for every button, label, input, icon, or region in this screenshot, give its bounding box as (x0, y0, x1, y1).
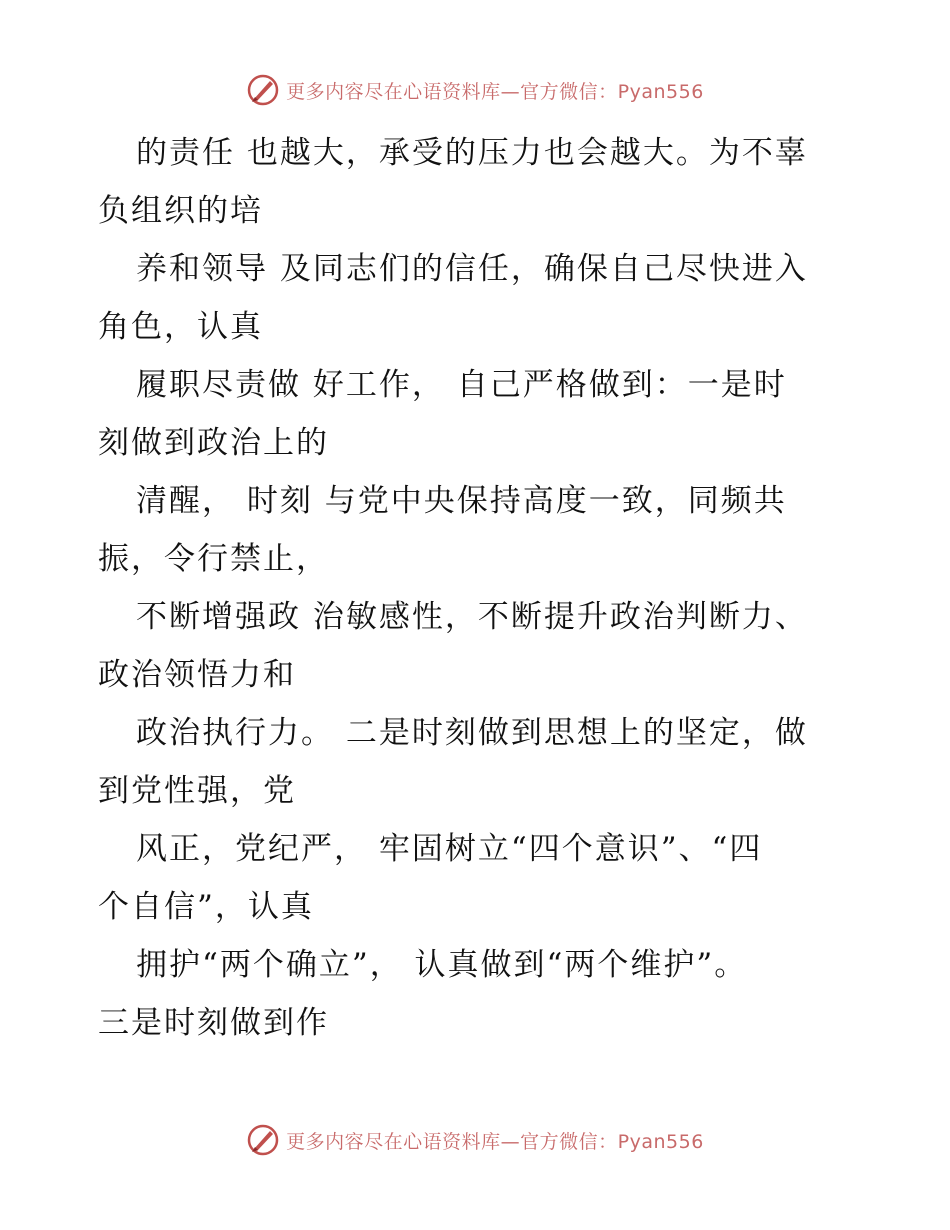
paragraph (98, 704, 838, 820)
paragraph (98, 240, 838, 356)
header-watermark-text: 更多内容尽在心语资料库—官方微信：Pyan556 (286, 80, 704, 103)
footer-watermark-text: 更多内容尽在心语资料库—官方微信：Pyan556 (286, 1130, 704, 1153)
paragraph (98, 588, 838, 704)
quill-pen-logo-icon (246, 73, 280, 107)
paragraph (98, 820, 838, 936)
paragraph-line: 个自信”，认真 (98, 889, 314, 925)
paragraph-line: 的责任 也越大，承受的压力也会越大。为不辜 (136, 135, 808, 171)
paragraph-line: 负组织的培 (98, 193, 263, 229)
paragraph-line: 拥护“两个确立”， 认真做到“两个维护”。 (136, 947, 748, 983)
paragraph-line: 履职尽责做 好工作， 自己严格做到：一是时 (136, 367, 787, 403)
paragraph-line: 养和领导 及同志们的信任，确保自己尽快进入 (136, 251, 808, 287)
paragraph-line: 风正，党纪严， 牢固树立“四个意识”、“四 (136, 831, 763, 867)
paragraph-line: 三是时刻做到作 (98, 1005, 329, 1041)
paragraph (98, 356, 838, 472)
paragraph-line: 角色，认真 (98, 309, 263, 345)
paragraph (98, 472, 838, 588)
header-watermark (0, 70, 950, 110)
paragraph-line: 清醒， 时刻 与党中央保持高度一致，同频共 (136, 483, 787, 519)
paragraph-line: 政治执行力。 二是时刻做到思想上的坚定，做 (136, 715, 808, 751)
footer-watermark (0, 1120, 950, 1160)
paragraph (98, 124, 838, 240)
paragraph-line: 到党性强，党 (98, 773, 296, 809)
paragraph (98, 936, 838, 1052)
paragraph-line: 不断增强政 治敏感性，不断提升政治判断力、 (136, 599, 808, 635)
paragraph-line: 政治领悟力和 (98, 657, 296, 693)
paragraph-line: 刻做到政治上的 (98, 425, 329, 461)
paragraph-line: 振，令行禁止， (98, 541, 329, 577)
quill-pen-logo-icon (246, 1123, 280, 1157)
document-body (98, 124, 838, 1052)
